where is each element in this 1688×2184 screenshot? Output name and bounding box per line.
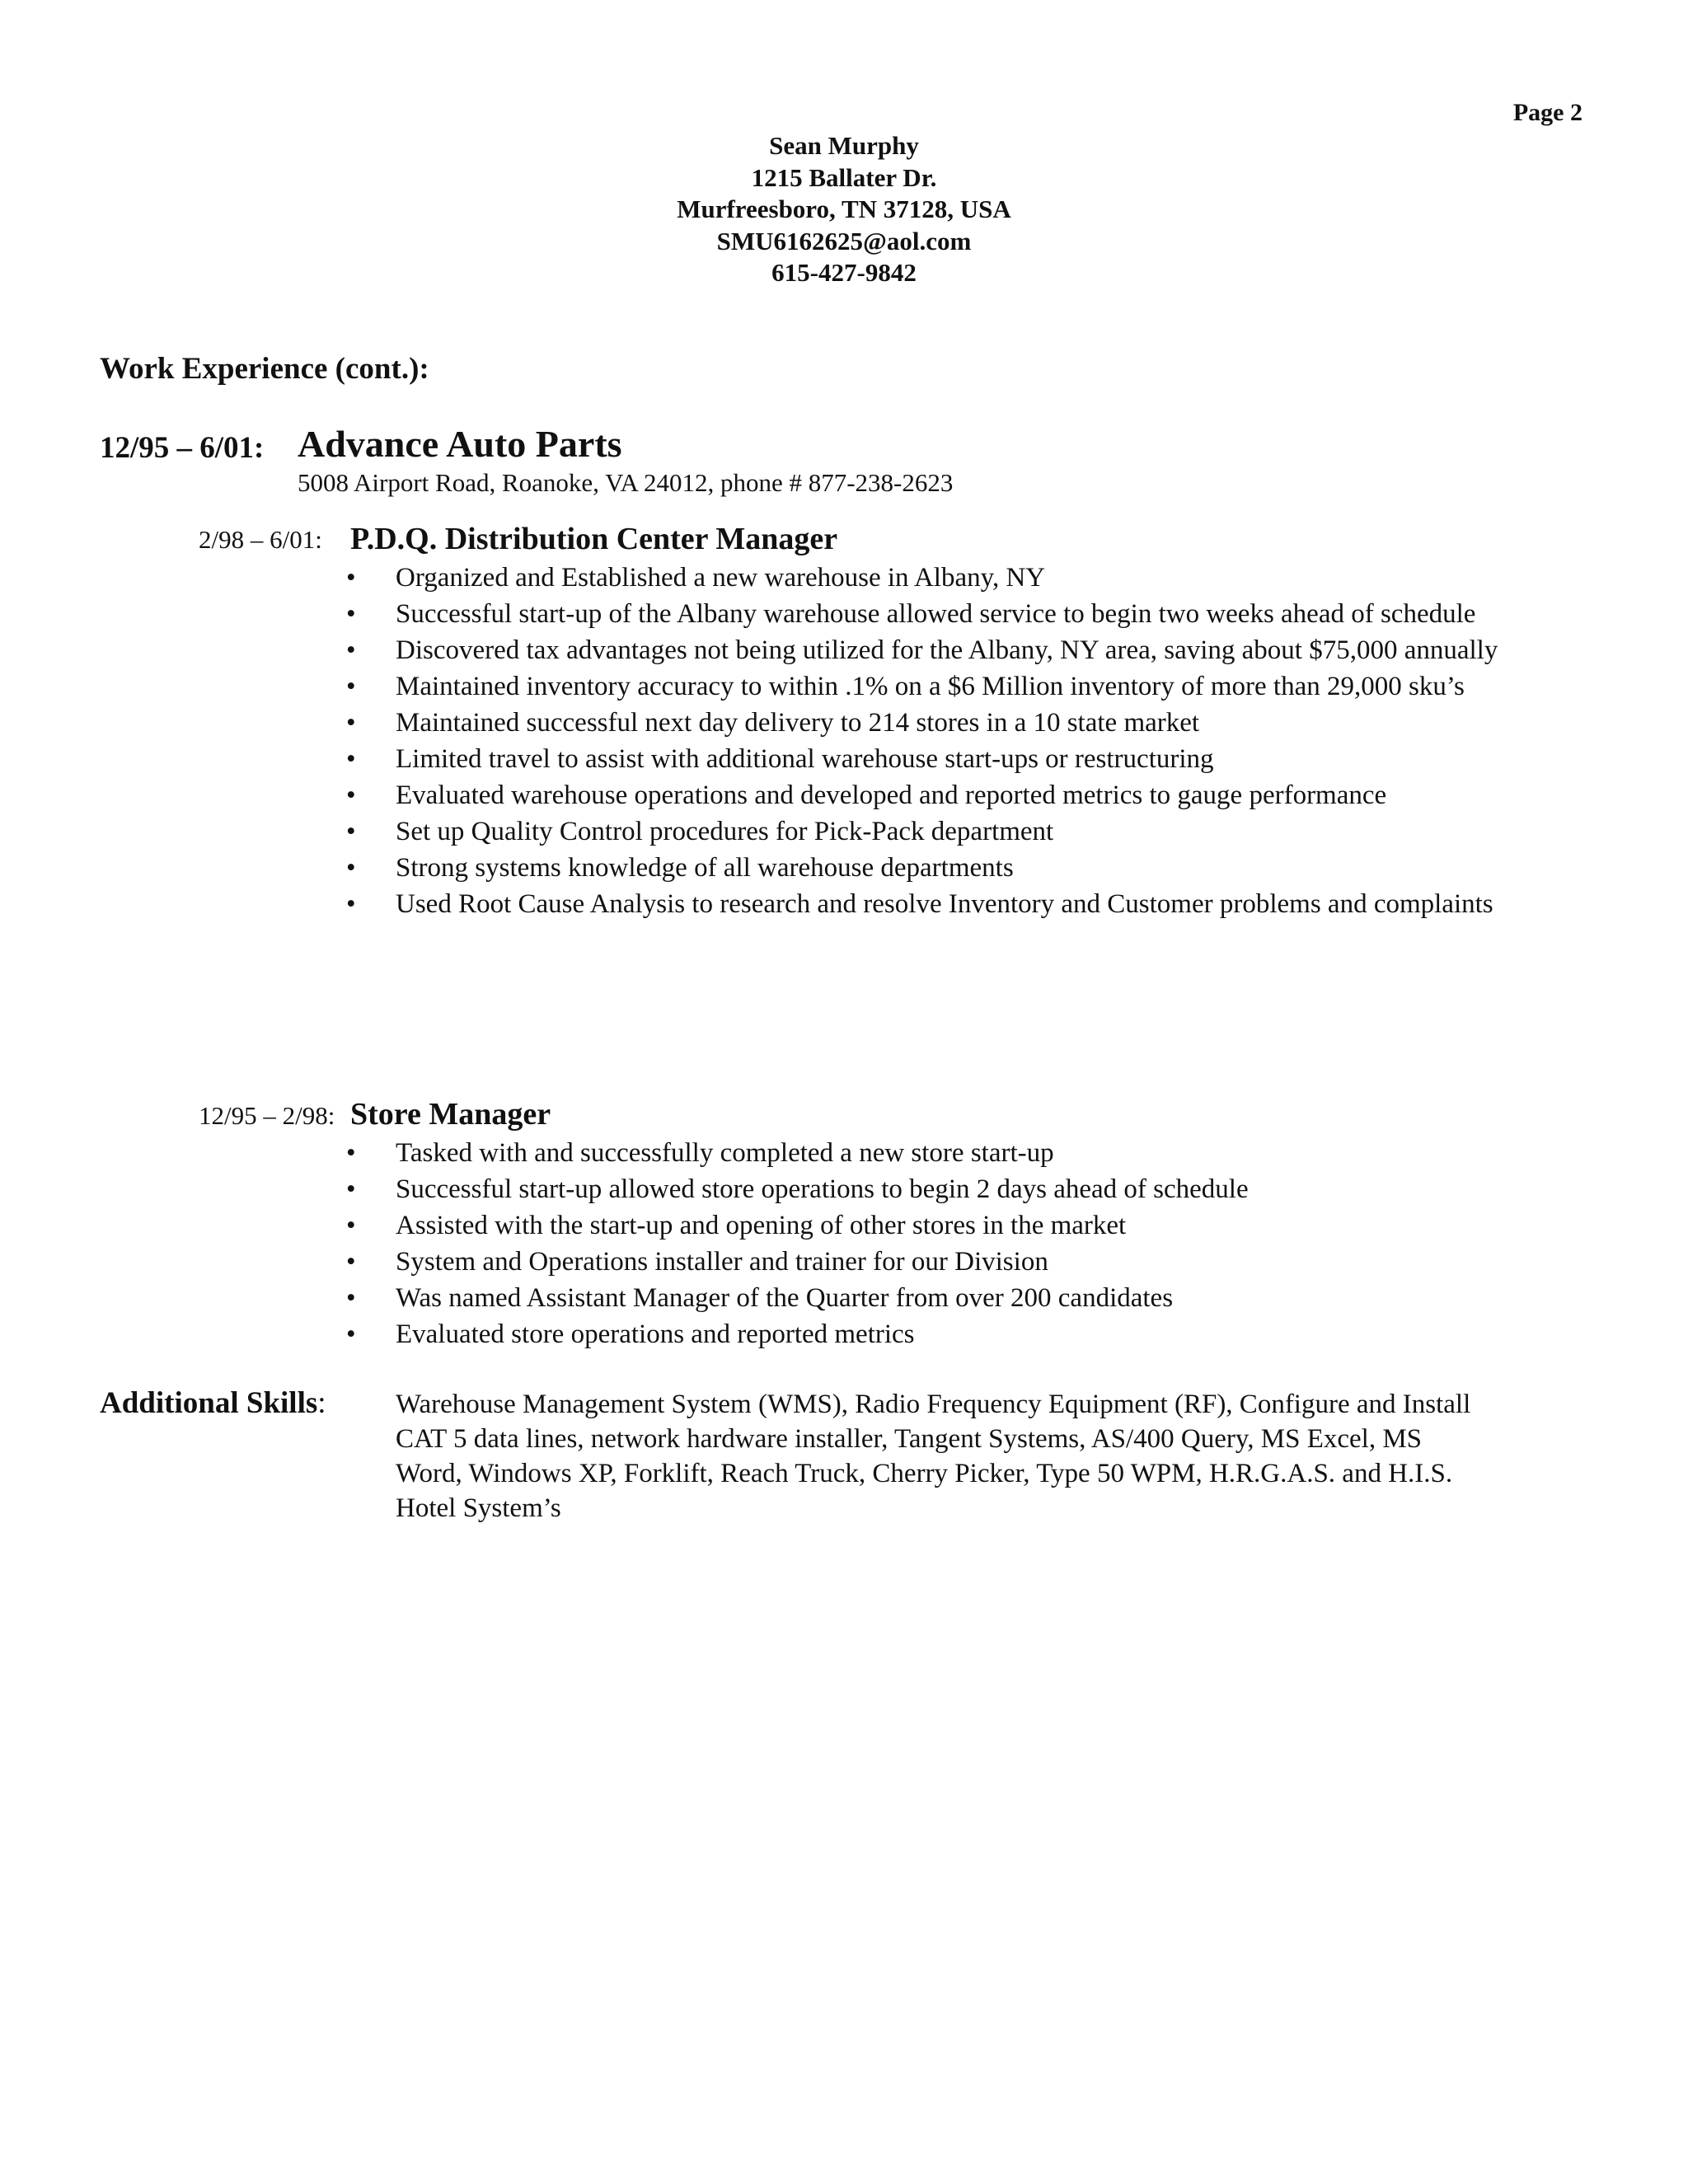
additional-skills-text: Warehouse Management System (WMS), Radio Frequency Equipment (RF), Configure and Install CAT 5 data lines, network hardware installer, Tangent Systems, AS/400 Query, MS Excel, MS Word, Windows XP, Forklift, Reach Truck, Cherry Picker, Type 50 WPM, H.R.G.A.S. and H.I.S. Hotel System’s — [396, 1390, 1471, 1523]
employer-address: 5008 Airport Road, Roanoke, VA 24012, phone # 877-238-2623 — [298, 468, 954, 497]
bullet-item: • Evaluated warehouse operations and developed and reported metrics to gauge performance — [346, 778, 1517, 813]
contact-name: Sean Murphy — [769, 131, 919, 160]
bullet-item: • Successful start-up allowed store operations to begin 2 days ahead of schedule — [346, 1172, 1517, 1207]
role-pdq-bullets — [346, 560, 1517, 923]
role-store-bullets — [346, 1136, 1517, 1353]
bullet-item: • Maintained successful next day delivery to 214 stores in a 10 state market — [346, 705, 1517, 740]
additional-skills-title: Additional Skills — [100, 1386, 318, 1420]
contact-block — [0, 130, 1688, 289]
bullet-item: • Successful start-up of the Albany warehouse allowed service to begin two weeks ahead of schedule — [346, 597, 1517, 631]
bullet-item: • Limited travel to assist with additional warehouse start-ups or restructuring — [346, 742, 1517, 776]
bullet-item: • Evaluated store operations and reported metrics — [346, 1317, 1517, 1352]
contact-city: Murfreesboro, TN 37128, USA — [677, 194, 1011, 223]
contact-phone: 615-427-9842 — [771, 258, 917, 287]
role-title: Store Manager — [350, 1097, 551, 1132]
employer-name: Advance Auto Parts — [298, 423, 622, 465]
role-dates: 2/98 – 6/01: — [199, 525, 322, 554]
bullet-item: • Was named Assistant Manager of the Quarter from over 200 candidates — [346, 1281, 1517, 1315]
bullet-item: • Tasked with and successfully completed a new store start-up — [346, 1136, 1517, 1170]
bullet-item: • Strong systems knowledge of all warehouse departments — [346, 851, 1517, 885]
bullet-item: • Discovered tax advantages not being utilized for the Albany, NY area, saving about $75,000 annually — [346, 633, 1517, 668]
contact-street: 1215 Ballater Dr. — [751, 162, 937, 192]
work-experience-heading: Work Experience (cont.): — [100, 352, 429, 386]
bullet-item: • System and Operations installer and trainer for our Division — [346, 1244, 1517, 1279]
bullet-item: • Used Root Cause Analysis to research and resolve Inventory and Customer problems and complaints — [346, 887, 1517, 921]
additional-skills-label — [100, 1385, 326, 1421]
role-dates: 12/95 – 2/98: — [199, 1101, 335, 1130]
page-number: Page 2 — [1512, 99, 1582, 126]
bullet-item: • Assisted with the start-up and opening of other stores in the market — [346, 1208, 1517, 1243]
role-title: P.D.Q. Distribution Center Manager — [350, 522, 838, 556]
contact-email: SMU6162625@aol.com — [716, 226, 972, 255]
bullet-item: • Set up Quality Control procedures for Pick-Pack department — [346, 814, 1517, 849]
employer-dates: 12/95 – 6/01: — [100, 431, 265, 465]
bullet-item: • Organized and Established a new warehouse in Albany, NY — [346, 560, 1517, 595]
additional-skills-colon: : — [317, 1386, 326, 1420]
bullet-item: • Maintained inventory accuracy to within .1% on a $6 Million inventory of more than 29,000 sku’s — [346, 669, 1517, 704]
